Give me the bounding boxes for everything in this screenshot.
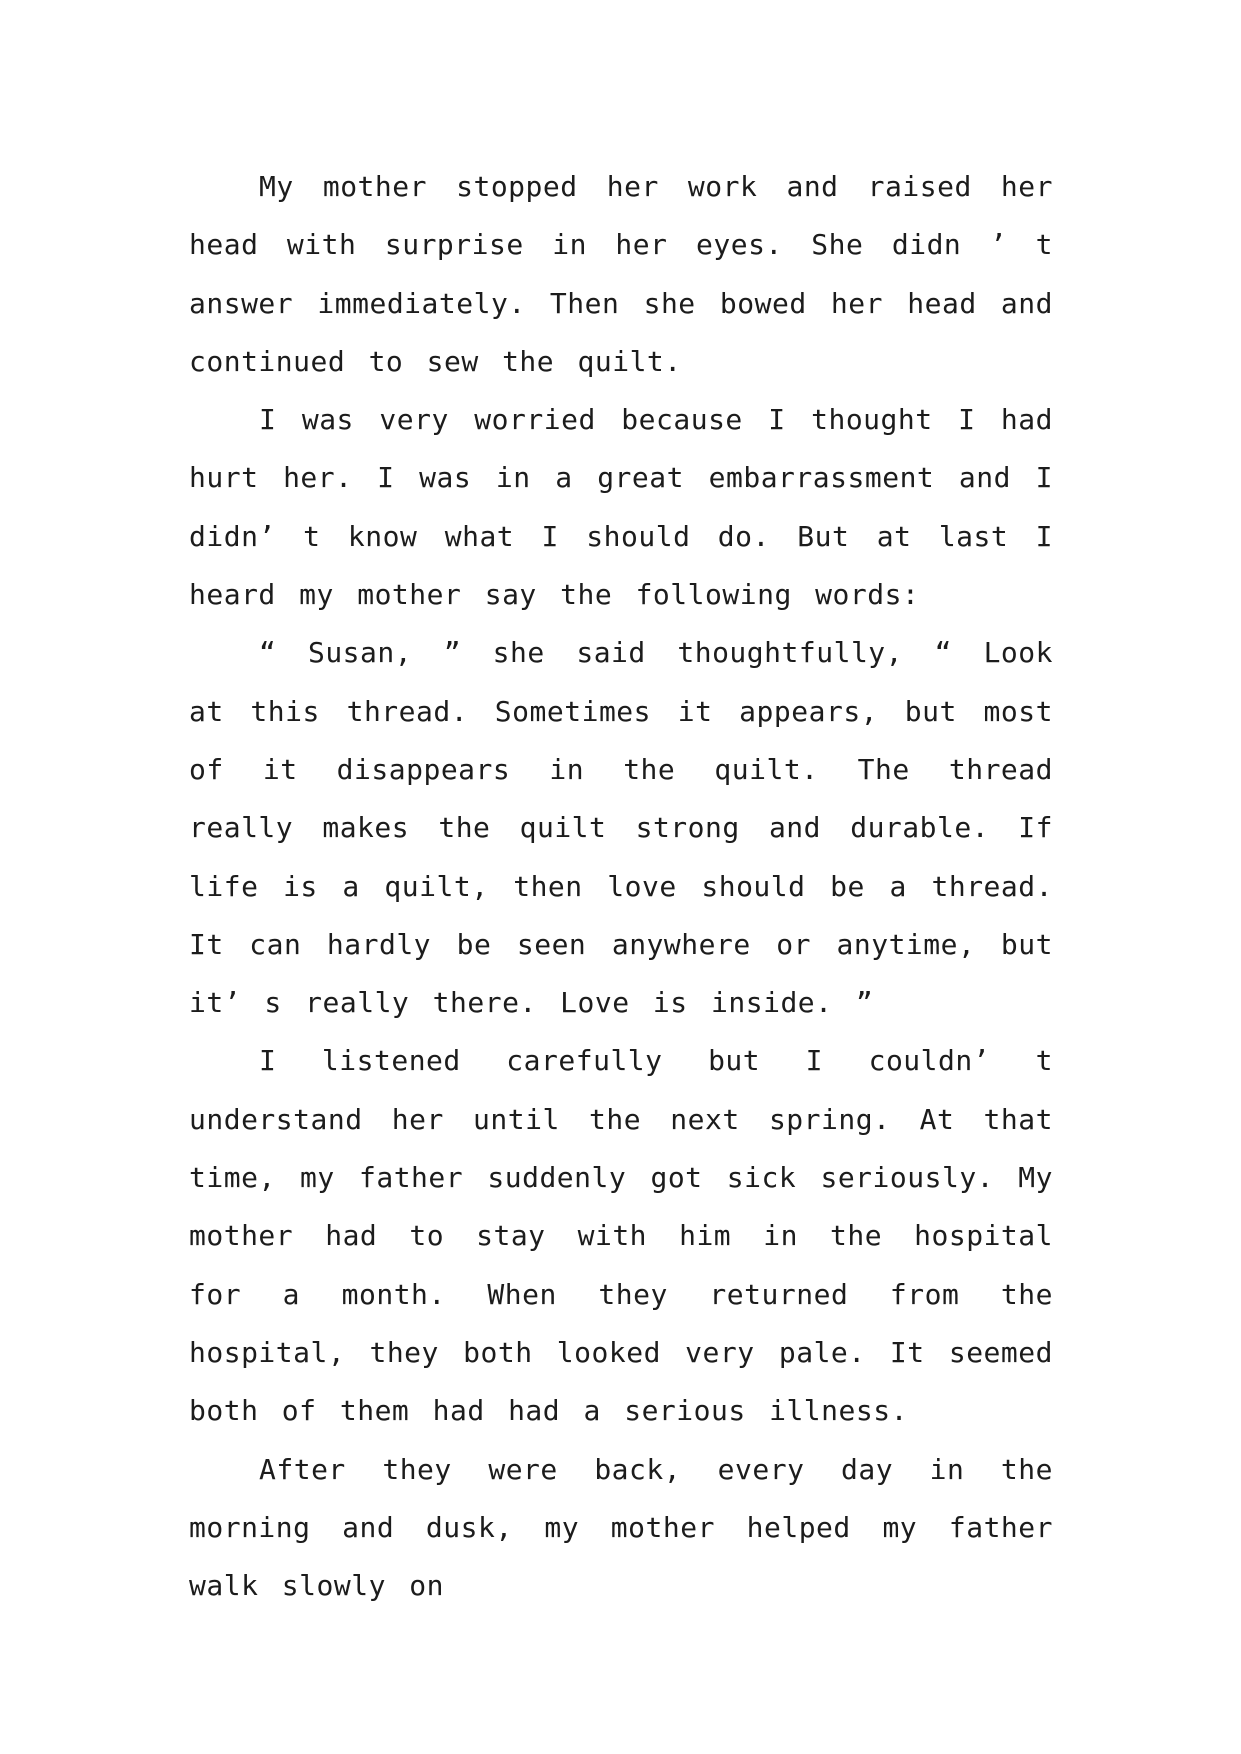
body-text [189,158,1053,1615]
paragraph: My mother stopped her work and raised her head with surprise in her eyes. She didn ’ t answer immediately. Then she bowed her head and continued to sew the quilt. [189,170,1053,378]
paragraph: I listened carefully but I couldn’ t understand her until the next spring. At that time, my father suddenly got sick seriously. My mother had to stay with him in the hospital for a month. When they returned from the hospital, they both looked very pale. It seemed both of them had had a serious illness. [189,1044,1053,1428]
paragraph: After they were back, every day in the morning and dusk, my mother helped my father walk slowly on [189,1452,1053,1603]
paragraph: I was very worried because I thought I had hurt her. I was in a great embarrassment and I didn’ t know what I should do. But at last I heard my mother say the following words: [189,403,1053,612]
paragraph: “ Susan, ” she said thoughtfully, “ Look at this thread. Sometimes it appears, but most of it disappears in the quilt. The thread really makes the quilt strong and durable. If life is a quilt, then love should be a thread. It can hardly be seen anywhere or anytime, but it’ s really there. Love is inside. ” [189,636,1053,1020]
